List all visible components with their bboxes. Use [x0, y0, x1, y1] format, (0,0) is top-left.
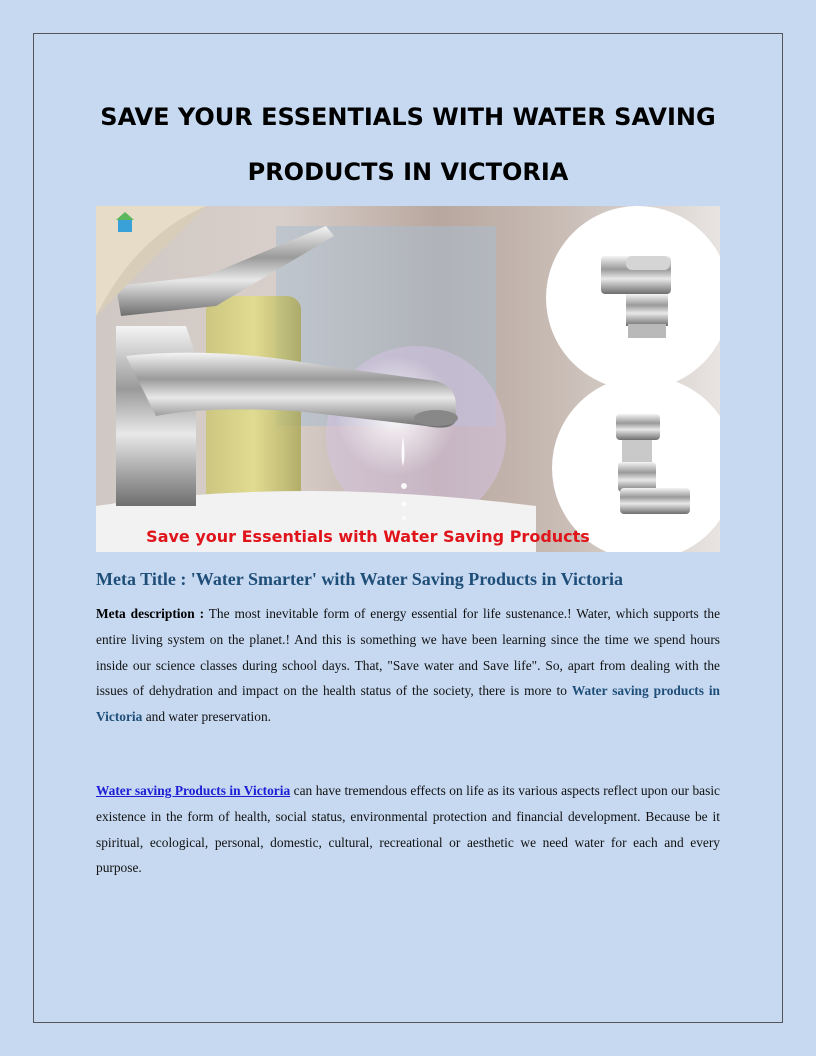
meta-description-tail: and water preservation. — [142, 709, 272, 725]
body-paragraph — [96, 778, 720, 881]
page-title — [96, 90, 720, 200]
meta-description-label: Meta description : — [96, 606, 205, 621]
hero-image — [96, 206, 720, 552]
title-line-1: SAVE YOUR ESSENTIALS WITH WATER SAVING — [100, 103, 716, 131]
body-paragraph-text: can have tremendous effects on life as its various aspects reflect upon our basic existence in the form of health, social status, environmental protection and financial development. Because be it spiritual, ecological, personal, domestic, cultural, recreational or aesthetic we need water for each and every purpose. — [96, 783, 720, 876]
meta-description-text: The most inevitable form of energy essential for life sustenance.! Water, which supports the entire living system on the planet.! And this is something we have been learning since the time we spend hours inside our science classes during school days. That, "Save water and Save life". So, apart from dealing with the issues of dehydration and impact on the health status of the society, there is more to — [96, 606, 721, 699]
meta-description-highlight: Water saving products in Victoria — [96, 683, 721, 725]
meta-description-paragraph — [96, 601, 720, 730]
faucet-illustration — [96, 206, 720, 552]
title-line-2: PRODUCTS IN VICTORIA — [247, 158, 569, 186]
meta-title: Meta Title : 'Water Smarter' with Water Saving Products in Victoria — [96, 569, 623, 589]
logo-icon — [118, 218, 132, 232]
water-saving-products-link[interactable]: Water saving Products in Victoria — [96, 783, 291, 798]
hero-caption: Save your Essentials with Water Saving Products — [146, 527, 590, 546]
